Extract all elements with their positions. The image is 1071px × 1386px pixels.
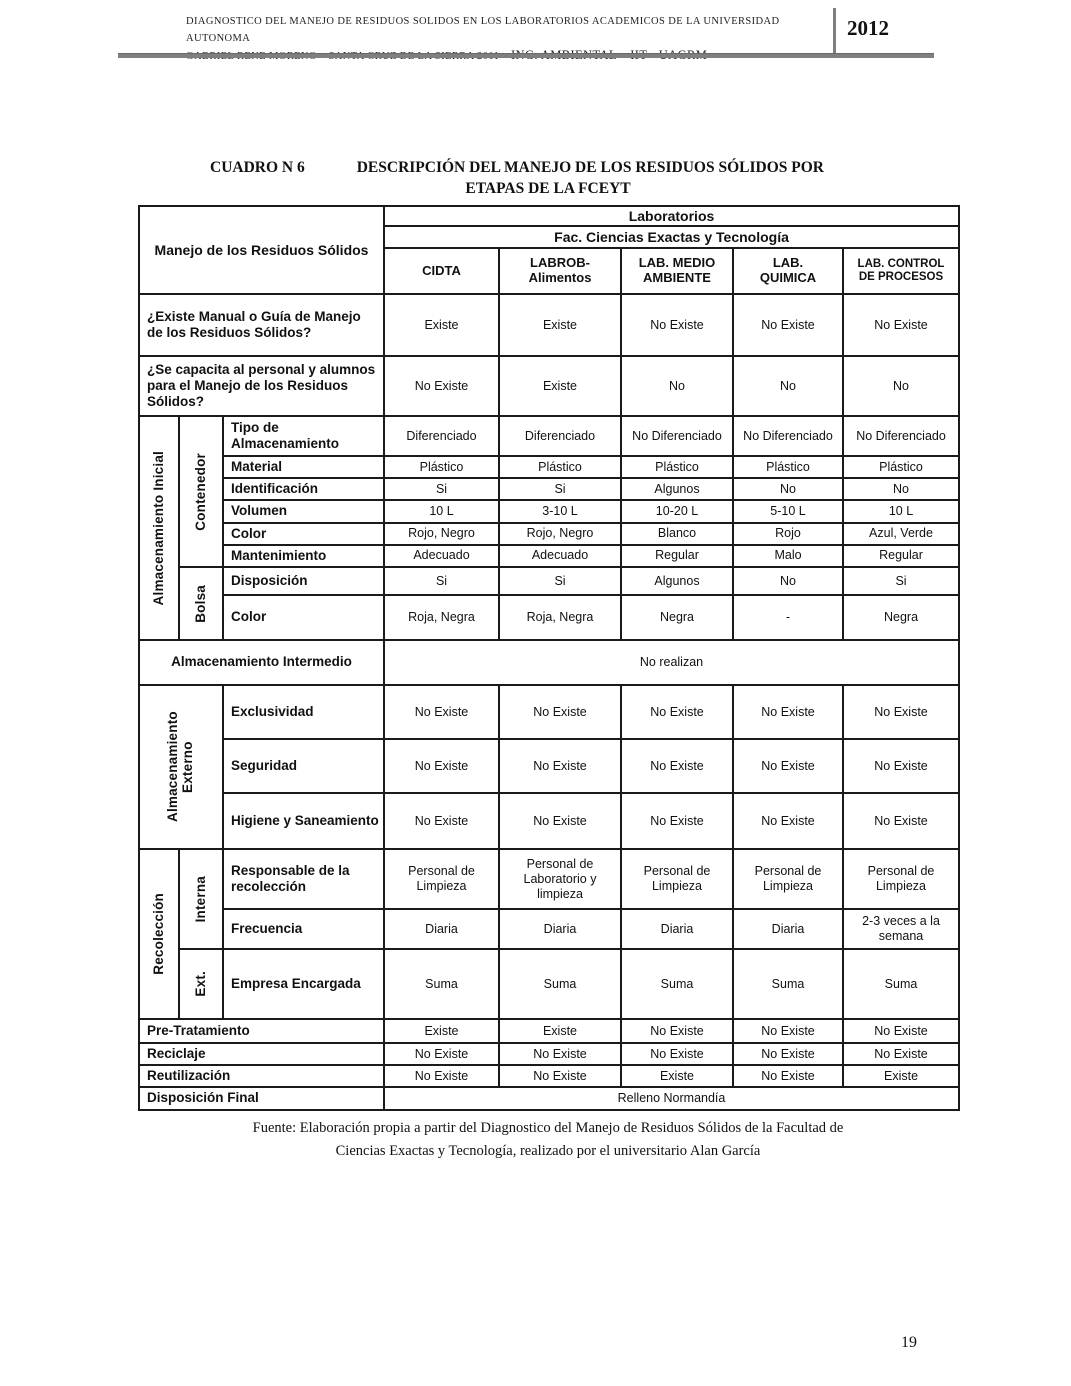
value-cell: No Existe [843,1019,959,1043]
row-label-capacita: ¿Se capacita al personal y alumnos para el Manejo de los Residuos Sólidos? [139,356,384,416]
value-cell: Plástico [733,456,843,478]
section-recoleccion: Recolección [139,849,179,1019]
row-label-disposicion: Disposición [223,567,384,595]
value-cell: Suma [499,949,621,1019]
section-almacenamiento-inicial: Almacenamiento Inicial [139,416,179,640]
value-cell: No Existe [733,685,843,739]
value-cell: Existe [499,294,621,356]
row-label-identificacion: Identificación [223,478,384,500]
row-label-tipo: Tipo de Almacenamiento [223,416,384,456]
value-cell: Diferenciado [499,416,621,456]
row-label-reutilizacion: Reutilización [139,1065,384,1087]
value-cell: Si [843,567,959,595]
value-cell: Negra [621,595,733,640]
value-cell: Personal de Limpieza [843,849,959,909]
value-cell: No Existe [843,294,959,356]
row-label-reciclaje: Reciclaje [139,1043,384,1065]
value-cell: Existe [499,356,621,416]
value-cell: 2-3 veces a la semana [843,909,959,949]
value-cell: Personal de Limpieza [733,849,843,909]
value-cell: No Existe [621,294,733,356]
value-cell: Existe [499,1019,621,1043]
caption-number: CUADRO N 6 [210,159,305,176]
value-cell: No Existe [499,1065,621,1087]
column-header-quimica: LAB. QUIMICA [733,248,843,294]
row-label-seguridad: Seguridad [223,739,384,793]
value-cell: No Existe [384,1065,499,1087]
value-cell: No Existe [621,685,733,739]
value-cell: Personal de Limpieza [621,849,733,909]
value-cell: No Existe [621,1019,733,1043]
value-cell: No Existe [384,793,499,849]
value-cell: Diferenciado [384,416,499,456]
value-cell: Si [499,478,621,500]
value-cell: 10 L [843,500,959,522]
source-line1: Fuente: Elaboración propia a partir del Diagnostico del Manejo de Residuos Sólidos de la Facultad de [252,1120,844,1136]
value-cell: Suma [733,949,843,1019]
value-cell: Suma [384,949,499,1019]
value-cell: - [733,595,843,640]
value-cell: No Diferenciado [621,416,733,456]
value-cell: Negra [843,595,959,640]
value-cell: Existe [384,1019,499,1043]
column-header-cidta: CIDTA [384,248,499,294]
value-cell: No Existe [843,685,959,739]
row-label-mantenimiento: Mantenimiento [223,545,384,567]
value-cell: Diaria [384,909,499,949]
value-cell: No Existe [384,356,499,416]
value-cell: No [621,356,733,416]
value-cell: No Existe [384,1043,499,1065]
value-cell: No Existe [843,1043,959,1065]
value-cell: 5-10 L [733,500,843,522]
row-label-manual: ¿Existe Manual o Guía de Manejo de los Residuos Sólidos? [139,294,384,356]
row-label-responsable: Responsable de la recolección [223,849,384,909]
caption-line1 [138,159,958,177]
value-cell: No Existe [621,1043,733,1065]
value-cell: No Diferenciado [733,416,843,456]
value-cell: Adecuado [384,545,499,567]
value-cell: No [733,478,843,500]
value-cell: 10 L [384,500,499,522]
row-label-frecuencia: Frecuencia [223,909,384,949]
value-cell: Plástico [621,456,733,478]
source-note [138,1117,958,1163]
row-label-exclusividad: Exclusividad [223,685,384,739]
value-cell: Si [384,567,499,595]
column-header-control-procesos: LAB. CONTROL DE PROCESOS [843,248,959,294]
value-cell: Azul, Verde [843,523,959,545]
value-cell: Regular [621,545,733,567]
value-cell: Plástico [843,456,959,478]
section-contenedor: Contenedor [179,416,223,567]
value-cell: 3-10 L [499,500,621,522]
value-cell: No Existe [733,1019,843,1043]
value-cell: Existe [384,294,499,356]
value-cell: No Existe [384,739,499,793]
value-cell: Diaria [621,909,733,949]
value-cell: Suma [621,949,733,1019]
row-label-pretratamiento: Pre-Tratamiento [139,1019,384,1043]
row-label-almacenamiento-intermedio: Almacenamiento Intermedio [139,640,384,685]
value-cell: Plástico [499,456,621,478]
header-rule [118,53,934,58]
value-cell: Roja, Negra [499,595,621,640]
row-label-material: Material [223,456,384,478]
value-cell: Malo [733,545,843,567]
value-cell: Diaria [499,909,621,949]
value-cell: No [843,356,959,416]
value-cell-disposicion-final: Relleno Normandía [384,1087,959,1109]
value-cell: No Existe [499,739,621,793]
column-header-labrob: LABROB-Alimentos [499,248,621,294]
value-cell: No [733,356,843,416]
value-cell: No Existe [499,1043,621,1065]
section-bolsa: Bolsa [179,567,223,640]
value-cell: No [733,567,843,595]
value-cell: No Existe [499,685,621,739]
section-externa: Ext. [179,949,223,1019]
corner-header: Manejo de los Residuos Sólidos [139,206,384,294]
source-line2: Ciencias Exactas y Tecnología, realizado por el universitario Alan García [335,1143,761,1160]
row-label-volumen: Volumen [223,500,384,522]
value-cell-almacenamiento-intermedio: No realizan [384,640,959,685]
value-cell: No Existe [843,739,959,793]
row-label-higiene: Higiene y Saneamiento [223,793,384,849]
row-label-disposicion-final: Disposición Final [139,1087,384,1109]
value-cell: No Existe [384,685,499,739]
value-cell: No Existe [499,793,621,849]
value-cell: Rojo, Negro [384,523,499,545]
value-cell: No Existe [733,739,843,793]
row-label-color-contenedor: Color [223,523,384,545]
value-cell: Regular [843,545,959,567]
caption-line2: ETAPAS DE LA FCEYT [465,180,631,197]
value-cell: Blanco [621,523,733,545]
header-year: 2012 [847,16,889,40]
value-cell: Algunos [621,478,733,500]
section-almacenamiento-externo: Almacenamiento Externo [139,685,223,849]
value-cell: No Existe [733,1043,843,1065]
value-cell: Personal de Laboratorio y limpieza [499,849,621,909]
value-cell: 10-20 L [621,500,733,522]
value-cell: Adecuado [499,545,621,567]
table-caption [138,159,958,198]
residuos-table [138,205,960,1111]
row-label-color-bolsa: Color [223,595,384,640]
value-cell: Si [384,478,499,500]
value-cell: No Existe [733,1065,843,1087]
value-cell: Rojo, Negro [499,523,621,545]
value-cell: No Existe [733,793,843,849]
value-cell: No Existe [733,294,843,356]
value-cell: No Existe [621,739,733,793]
value-cell: No Diferenciado [843,416,959,456]
row-label-empresa: Empresa Encargada [223,949,384,1019]
value-cell: Plástico [384,456,499,478]
section-interna: Interna [179,849,223,949]
column-header-medio-ambiente: LAB. MEDIO AMBIENTE [621,248,733,294]
value-cell: Algunos [621,567,733,595]
value-cell: Existe [621,1065,733,1087]
value-cell: Rojo [733,523,843,545]
value-cell: No Existe [621,793,733,849]
value-cell: No Existe [843,793,959,849]
header-divider [833,8,836,54]
value-cell: Roja, Negra [384,595,499,640]
value-cell: Diaria [733,909,843,949]
value-cell: Suma [843,949,959,1019]
value-cell: Existe [843,1065,959,1087]
header-title-line1: DIAGNOSTICO DEL MANEJO DE RESIDUOS SOLIDOS EN LOS LABORATORIOS ACADEMICOS DE LA UNIVERSIDAD AUTONOMA [186,16,780,44]
subgroup-header: Fac. Ciencias Exactas y Tecnología [384,226,959,248]
value-cell: Si [499,567,621,595]
value-cell: No [843,478,959,500]
caption-text: DESCRIPCIÓN DEL MANEJO DE LOS RESIDUOS SÓLIDOS POR [356,159,824,176]
value-cell: Personal de Limpieza [384,849,499,909]
group-header: Laboratorios [384,206,959,226]
page-number: 19 [901,1334,917,1351]
